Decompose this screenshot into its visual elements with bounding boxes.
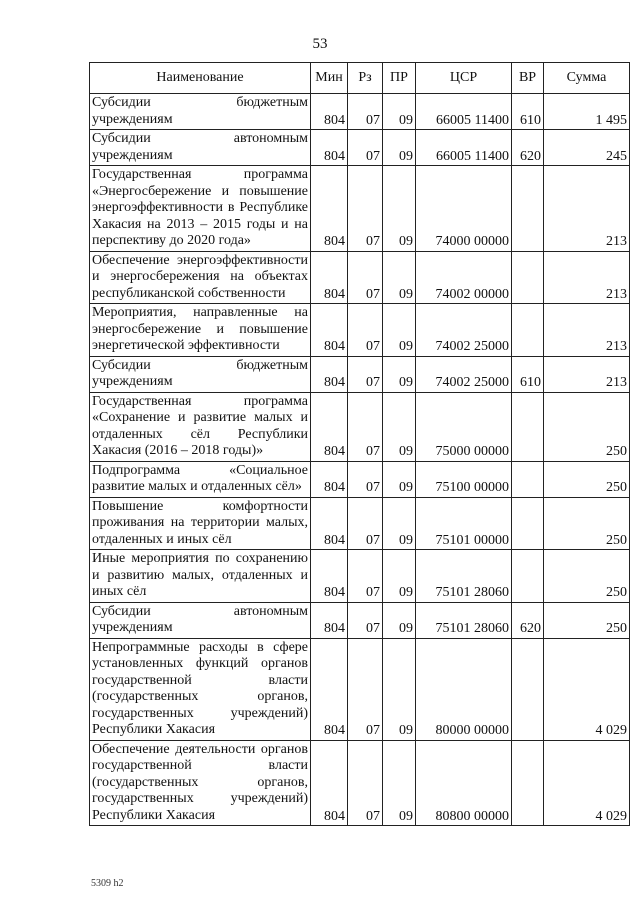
row-min: 804 <box>311 638 348 740</box>
page-number: 53 <box>312 36 328 52</box>
table-row <box>90 251 630 304</box>
table-row <box>90 740 630 826</box>
row-min: 804 <box>311 251 348 304</box>
row-rz: 07 <box>348 130 383 166</box>
row-min: 804 <box>311 461 348 497</box>
row-name: Субсидии бюджетным учреждениям <box>90 94 311 130</box>
row-min: 804 <box>311 356 348 392</box>
row-vr: 620 <box>512 130 544 166</box>
table-row <box>90 130 630 166</box>
row-pr: 09 <box>383 392 416 461</box>
table-row <box>90 497 630 550</box>
row-csr: 75101 28060 <box>416 602 512 638</box>
row-sum: 250 <box>544 497 630 550</box>
row-name: Субсидии бюджетным учреждениям <box>90 356 311 392</box>
row-vr <box>512 461 544 497</box>
row-name: Обеспечение энергоэффективности и энергосбережения на объектах республиканской собственности <box>90 251 311 304</box>
row-min: 804 <box>311 550 348 603</box>
row-sum: 4 029 <box>544 740 630 826</box>
row-name: Обеспечение деятельности органов государственной власти (государственных органов, государственных учреждений) Республики Хакасия <box>90 740 311 826</box>
row-sum: 4 029 <box>544 638 630 740</box>
row-csr: 74002 00000 <box>416 251 512 304</box>
row-pr: 09 <box>383 166 416 252</box>
row-pr: 09 <box>383 550 416 603</box>
row-name: Непрограммные расходы в сфере установленных функций органов государственной власти (государственных органов, государственных учреждений) Республики Хакасия <box>90 638 311 740</box>
row-name: Повышение комфортности проживания на территории малых, отдаленных и иных сёл <box>90 497 311 550</box>
row-sum: 250 <box>544 392 630 461</box>
row-pr: 09 <box>383 304 416 357</box>
row-min: 804 <box>311 130 348 166</box>
row-csr: 74002 25000 <box>416 304 512 357</box>
row-csr: 80000 00000 <box>416 638 512 740</box>
row-min: 804 <box>311 166 348 252</box>
row-rz: 07 <box>348 94 383 130</box>
row-min: 804 <box>311 602 348 638</box>
row-min: 804 <box>311 497 348 550</box>
row-pr: 09 <box>383 251 416 304</box>
header-rz: Рз <box>348 63 383 94</box>
row-sum: 250 <box>544 461 630 497</box>
header-vr: ВР <box>512 63 544 94</box>
row-name: Иные мероприятия по сохранению и развитию малых, отдаленных и иных сёл <box>90 550 311 603</box>
row-vr <box>512 497 544 550</box>
header-name: Наименование <box>90 63 311 94</box>
row-vr: 610 <box>512 94 544 130</box>
row-rz: 07 <box>348 497 383 550</box>
row-csr: 74002 25000 <box>416 356 512 392</box>
row-vr: 610 <box>512 356 544 392</box>
row-name: Субсидии автономным учреждениям <box>90 602 311 638</box>
row-csr: 75101 28060 <box>416 550 512 603</box>
row-pr: 09 <box>383 602 416 638</box>
row-csr: 66005 11400 <box>416 130 512 166</box>
row-min: 804 <box>311 392 348 461</box>
row-pr: 09 <box>383 497 416 550</box>
row-name: Государственная программа «Энергосбережение и повышение энергоэффективности в Республике Хакасия на 2013 – 2015 годы и на перспективу до 2020 года» <box>90 166 311 252</box>
row-sum: 1 495 <box>544 94 630 130</box>
table-row <box>90 356 630 392</box>
row-min: 804 <box>311 94 348 130</box>
row-sum: 250 <box>544 602 630 638</box>
table-row <box>90 461 630 497</box>
row-vr <box>512 166 544 252</box>
row-csr: 75000 00000 <box>416 392 512 461</box>
row-rz: 07 <box>348 304 383 357</box>
row-name: Подпрограмма «Социальное развитие малых и отдаленных сёл» <box>90 461 311 497</box>
row-sum: 213 <box>544 166 630 252</box>
header-sum: Сумма <box>544 63 630 94</box>
header-csr: ЦСР <box>416 63 512 94</box>
row-name: Субсидии автономным учреждениям <box>90 130 311 166</box>
table-row <box>90 602 630 638</box>
row-rz: 07 <box>348 356 383 392</box>
row-name: Государственная программа «Сохранение и развитие малых и отдаленных сёл Республики Хакасия (2016 – 2018 годы)» <box>90 392 311 461</box>
row-vr <box>512 304 544 357</box>
row-vr <box>512 550 544 603</box>
row-pr: 09 <box>383 94 416 130</box>
row-rz: 07 <box>348 251 383 304</box>
row-csr: 66005 11400 <box>416 94 512 130</box>
row-vr <box>512 740 544 826</box>
row-rz: 07 <box>348 392 383 461</box>
row-csr: 74000 00000 <box>416 166 512 252</box>
row-vr <box>512 251 544 304</box>
row-pr: 09 <box>383 740 416 826</box>
row-vr <box>512 638 544 740</box>
header-pr: ПР <box>383 63 416 94</box>
row-vr <box>512 392 544 461</box>
row-sum: 250 <box>544 550 630 603</box>
row-vr: 620 <box>512 602 544 638</box>
row-rz: 07 <box>348 638 383 740</box>
row-rz: 07 <box>348 740 383 826</box>
row-pr: 09 <box>383 638 416 740</box>
row-sum: 213 <box>544 356 630 392</box>
table-row <box>90 94 630 130</box>
row-sum: 213 <box>544 251 630 304</box>
table-header-row <box>90 63 630 94</box>
row-min: 804 <box>311 304 348 357</box>
row-rz: 07 <box>348 461 383 497</box>
table-row <box>90 166 630 252</box>
row-rz: 07 <box>348 166 383 252</box>
row-rz: 07 <box>348 550 383 603</box>
row-name: Мероприятия, направленные на энергосбережение и повышение энергетической эффективности <box>90 304 311 357</box>
row-min: 804 <box>311 740 348 826</box>
table-row <box>90 392 630 461</box>
budget-table <box>89 62 630 826</box>
row-rz: 07 <box>348 602 383 638</box>
row-pr: 09 <box>383 461 416 497</box>
row-pr: 09 <box>383 356 416 392</box>
row-csr: 75101 00000 <box>416 497 512 550</box>
row-sum: 245 <box>544 130 630 166</box>
table-row <box>90 304 630 357</box>
row-pr: 09 <box>383 130 416 166</box>
table-row <box>90 638 630 740</box>
row-sum: 213 <box>544 304 630 357</box>
header-min: Мин <box>311 63 348 94</box>
row-csr: 80800 00000 <box>416 740 512 826</box>
footer-code: 5309 h2 <box>91 878 124 889</box>
table-row <box>90 550 630 603</box>
row-csr: 75100 00000 <box>416 461 512 497</box>
